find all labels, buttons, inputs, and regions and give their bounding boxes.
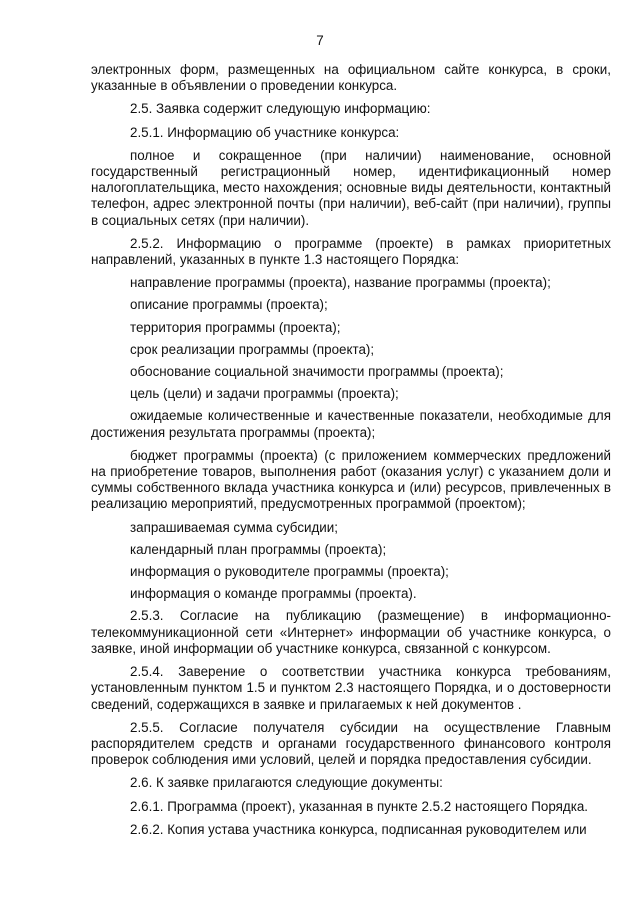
paragraph-continuation: электронных форм, размещенных на официальном сайте конкурса, в сроки, указанные в объявлении о проведении конкурса.	[91, 62, 611, 94]
list-item-indicators: ожидаемые количественные и качественные показатели, необходимые для достижения результата программы (проекта);	[91, 408, 611, 440]
list-item: описание программы (проекта);	[130, 297, 328, 313]
paragraph-2-5: 2.5. Заявка содержит следующую информацию:	[130, 101, 431, 117]
paragraph-2-6: 2.6. К заявке прилагаются следующие документы:	[130, 775, 443, 791]
paragraph-2-6-2: 2.6.2. Копия устава участника конкурса, подписанная руководителем или	[130, 821, 587, 837]
page-number: 7	[316, 33, 324, 48]
list-item: территория программы (проекта);	[130, 319, 341, 335]
paragraph-2-5-5: 2.5.5. Согласие получателя субсидии на осуществление Главным распорядителем средств и органами государственного финансового контроля проверок соблюдения ими условий, целей и порядка предоставления субсидии.	[91, 719, 611, 768]
list-item: цель (цели) и задачи программы (проекта);	[130, 386, 399, 402]
list-item: направление программы (проекта), название программы (проекта);	[130, 275, 551, 291]
list-item: информация о руководителе программы (проекта);	[130, 564, 449, 580]
document-body	[91, 62, 611, 845]
list-item-budget: бюджет программы (проекта) (с приложением коммерческих предложений на приобретение товаров, выполнения работ (оказания услуг) с указанием доли и суммы собственного вклада участника конкурса и (или) ресурсов, привлеченных в реализацию мероприятий, предусмотренных программой (проектом);	[91, 447, 611, 512]
list-item: календарный план программы (проекта);	[130, 541, 387, 557]
list-item: информация о команде программы (проекта).	[130, 586, 417, 602]
paragraph-participant-details: полное и сокращенное (при наличии) наименование, основной государственный регистрационный номер, идентификационный номер налогоплательщика, место нахождения; основные виды деятельности, контактный телефон, адрес электронной почты (при наличии), веб-сайт (при наличии), группы в социальных сетях (при наличии).	[91, 147, 611, 228]
paragraph-2-5-4: 2.5.4. Заверение о соответствии участника конкурса требованиям, установленным пунктом 1.5 и пунктом 2.3 настоящего Порядка, и о достоверности сведений, содержащихся в заявке и прилагаемых к ней документов .	[91, 664, 611, 712]
paragraph-2-5-1: 2.5.1. Информацию об участнике конкурса:	[130, 124, 400, 140]
paragraph-2-6-1: 2.6.1. Программа (проект), указанная в пункте 2.5.2 настоящего Порядка.	[130, 798, 589, 814]
list-item: обоснование социальной значимости программы (проекта);	[130, 364, 504, 380]
paragraph-2-5-2: 2.5.2. Информацию о программе (проекте) в рамках приоритетных направлений, указанных в пункте 1.3 настоящего Порядка:	[91, 235, 611, 268]
list-item: срок реализации программы (проекта);	[130, 341, 375, 357]
paragraph-2-5-3: 2.5.3. Согласие на публикацию (размещение) в информационно-телекоммуникационной сети «Интернет» информации об участнике конкурса, о заявке, иной информации об участнике конкурса, связанной с конкурсом.	[91, 608, 611, 656]
list-item: запрашиваемая сумма субсидии;	[130, 519, 338, 535]
